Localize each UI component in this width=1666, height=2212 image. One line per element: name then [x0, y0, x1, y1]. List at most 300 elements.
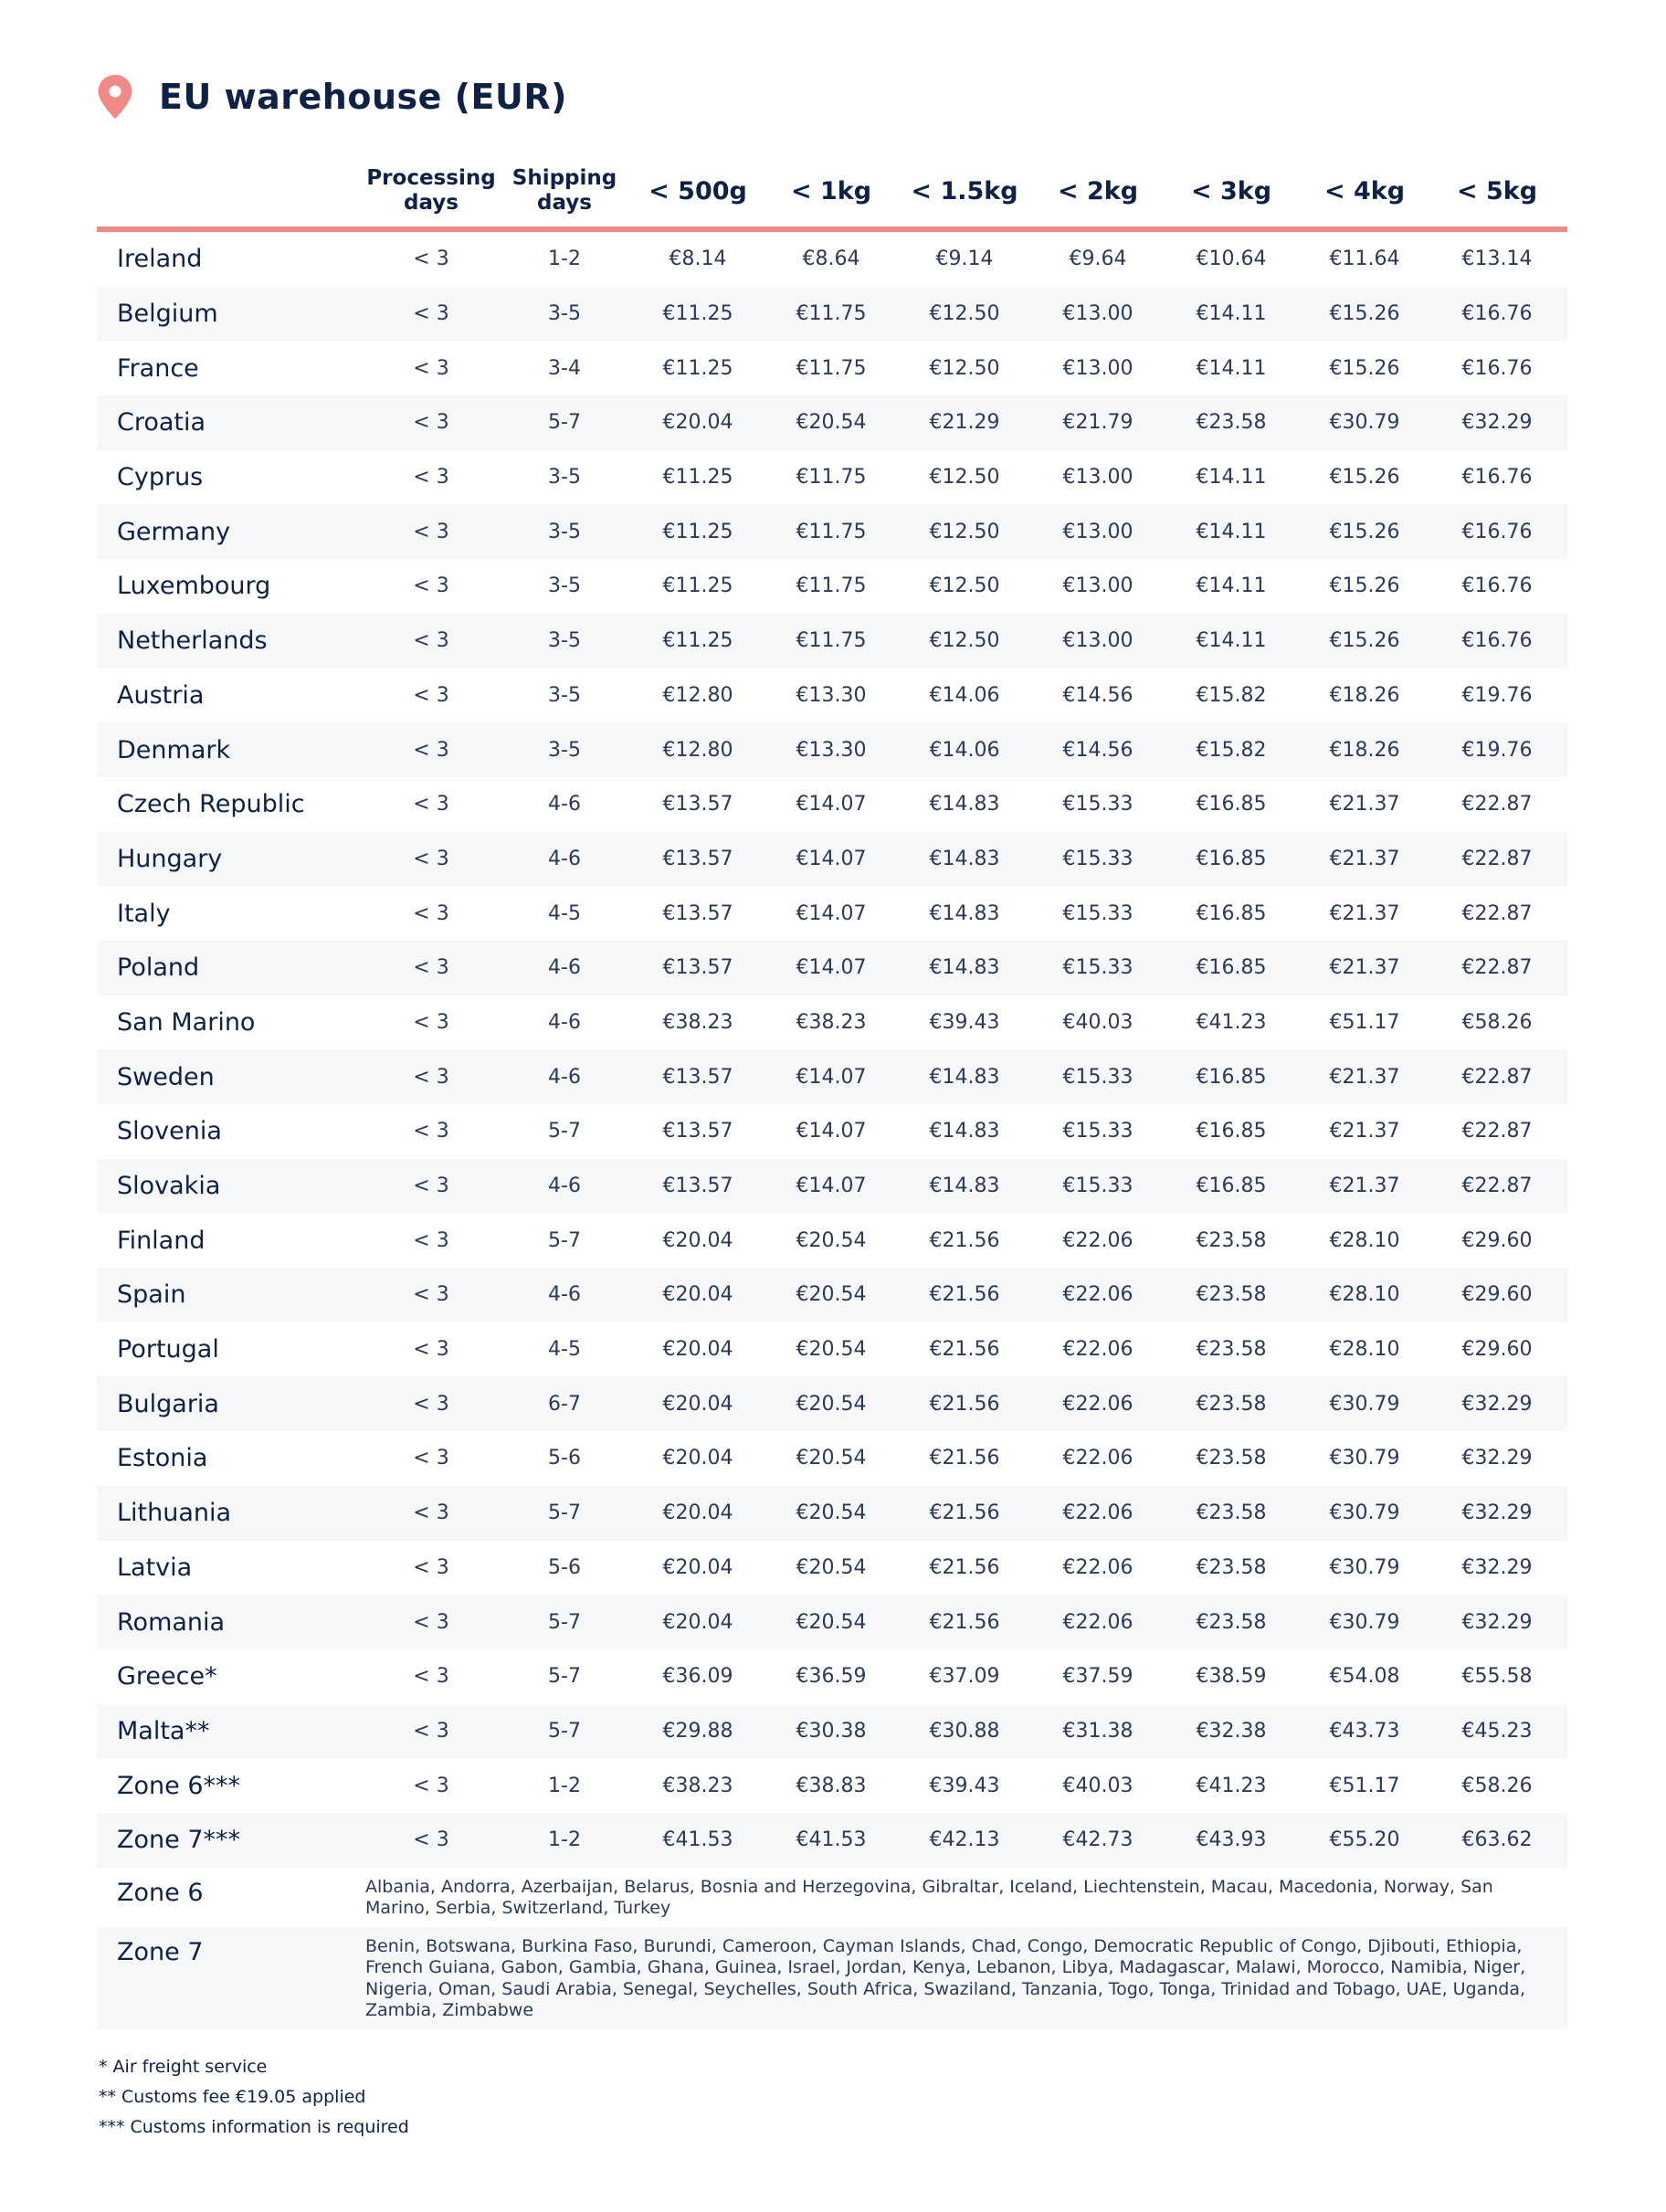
cell-shipping-days: 1-2 — [548, 1774, 581, 1797]
cell-under-4kg: €21.37 — [1329, 793, 1400, 816]
cell-under-5kg: €19.76 — [1461, 738, 1533, 762]
cell-under-1kg: €11.75 — [796, 302, 867, 326]
cell-processing-days: < 3 — [413, 574, 449, 598]
cell-under-1-5kg: €37.09 — [929, 1665, 1000, 1689]
table-row — [97, 1049, 1567, 1104]
cell-under-3kg: €23.58 — [1196, 1392, 1267, 1416]
cell-country: San Marino — [117, 1007, 256, 1037]
cell-under-500g: €41.53 — [662, 1828, 733, 1852]
cell-under-1kg: €36.59 — [796, 1665, 867, 1689]
cell-country: Luxembourg — [117, 572, 271, 601]
table-row — [97, 395, 1567, 450]
cell-under-3kg: €43.93 — [1196, 1828, 1267, 1852]
cell-under-2kg: €15.33 — [1062, 1174, 1134, 1198]
cell-under-2kg: €37.59 — [1062, 1665, 1134, 1689]
page-header — [97, 69, 567, 124]
cell-under-4kg: €30.79 — [1329, 1555, 1400, 1579]
cell-under-500g: €13.57 — [662, 1120, 733, 1143]
cell-under-1kg: €14.07 — [796, 956, 867, 980]
cell-under-3kg: €16.85 — [1196, 901, 1267, 925]
cell-country: Finland — [117, 1226, 206, 1255]
cell-under-500g: €11.25 — [662, 629, 733, 653]
cell-under-1-5kg: €14.83 — [929, 1174, 1000, 1198]
cell-under-1kg: €38.23 — [796, 1010, 867, 1034]
table-row — [97, 1213, 1567, 1268]
cell-shipping-days: 3-5 — [548, 683, 581, 707]
cell-processing-days: < 3 — [413, 1174, 449, 1198]
cell-under-1kg: €20.54 — [796, 1610, 867, 1634]
cell-under-4kg: €11.64 — [1329, 248, 1400, 271]
cell-country: Greece* — [117, 1662, 217, 1691]
cell-under-3kg: €14.11 — [1196, 520, 1267, 543]
cell-shipping-days: 4-5 — [548, 901, 581, 925]
cell-under-1-5kg: €12.50 — [929, 629, 1000, 653]
cell-shipping-days: 4-6 — [548, 793, 581, 816]
cell-under-2kg: €22.06 — [1062, 1338, 1134, 1362]
cell-under-3kg: €16.85 — [1196, 793, 1267, 816]
cell-processing-days: < 3 — [413, 1719, 449, 1743]
zone-country-list: Benin, Botswana, Burkina Faso, Burundi, Cameroon, Cayman Islands, Chad, Congo, Democratic Republic of Congo, Djibouti, Ethiopia, French Guiana, Gabon, Gambia, Ghana, Guinea, Israel, Jordan, Kenya, Lebanon, Libya, Madagascar, Malawi, Morocco, Namibia, Niger, Nigeria, Oman, Saudi Arabia, Senegal, Seychelles, South Africa, Swaziland, Tanzania, Togo, Tonga, Trinidad and Tobago, UAE, Uganda, Zambia, Zimbabwe — [365, 1935, 1526, 2021]
cell-under-1-5kg: €12.50 — [929, 520, 1000, 543]
cell-under-2kg: €40.03 — [1062, 1010, 1134, 1034]
cell-country: Croatia — [117, 408, 206, 437]
location-pin-icon — [97, 74, 133, 120]
cell-under-1kg: €41.53 — [796, 1828, 867, 1852]
table-row — [97, 1541, 1567, 1596]
cell-under-2kg: €9.64 — [1069, 248, 1127, 271]
cell-processing-days: < 3 — [413, 1665, 449, 1689]
cell-under-500g: €20.04 — [662, 1283, 733, 1307]
cell-under-1-5kg: €9.14 — [935, 248, 994, 271]
cell-under-500g: €20.04 — [662, 1447, 733, 1470]
cell-under-4kg: €51.17 — [1329, 1010, 1400, 1034]
cell-under-1-5kg: €21.56 — [929, 1501, 1000, 1525]
cell-under-1-5kg: €14.83 — [929, 1065, 1000, 1089]
cell-processing-days: < 3 — [413, 1392, 449, 1416]
cell-processing-days: < 3 — [413, 901, 449, 925]
cell-country: Estonia — [117, 1444, 208, 1473]
cell-processing-days: < 3 — [413, 738, 449, 762]
cell-country: Zone 6*** — [117, 1771, 240, 1800]
cell-under-1kg: €13.30 — [796, 738, 867, 762]
cell-under-500g: €20.04 — [662, 1338, 733, 1362]
cell-country: Bulgaria — [117, 1389, 219, 1418]
cell-country: Zone 7*** — [117, 1826, 240, 1855]
cell-under-1-5kg: €12.50 — [929, 466, 1000, 490]
cell-shipping-days: 3-5 — [548, 520, 581, 543]
cell-processing-days: < 3 — [413, 1774, 449, 1797]
cell-under-500g: €20.04 — [662, 1392, 733, 1416]
cell-under-5kg: €32.29 — [1461, 411, 1533, 435]
cell-under-4kg: €15.26 — [1329, 520, 1400, 543]
cell-under-500g: €20.04 — [662, 1228, 733, 1252]
cell-processing-days: < 3 — [413, 1501, 449, 1525]
cell-under-1kg: €20.54 — [796, 411, 867, 435]
cell-under-2kg: €13.00 — [1062, 574, 1134, 598]
cell-under-2kg: €13.00 — [1062, 466, 1134, 490]
cell-under-500g: €13.57 — [662, 901, 733, 925]
cell-under-1-5kg: €14.83 — [929, 1120, 1000, 1143]
cell-under-5kg: €55.58 — [1461, 1665, 1533, 1689]
cell-under-1-5kg: €14.06 — [929, 738, 1000, 762]
cell-under-3kg: €23.58 — [1196, 1501, 1267, 1525]
column-header-under-3kg: < 3kg — [1190, 176, 1272, 205]
cell-shipping-days: 5-6 — [548, 1555, 581, 1579]
cell-under-1-5kg: €21.56 — [929, 1228, 1000, 1252]
cell-country: Denmark — [117, 735, 231, 764]
cell-country: Ireland — [117, 245, 203, 274]
cell-under-5kg: €16.76 — [1461, 574, 1533, 598]
cell-under-2kg: €13.00 — [1062, 520, 1134, 543]
cell-shipping-days: 4-6 — [548, 1010, 581, 1034]
cell-under-5kg: €22.87 — [1461, 793, 1533, 816]
cell-under-500g: €20.04 — [662, 1501, 733, 1525]
cell-under-500g: €38.23 — [662, 1010, 733, 1034]
cell-under-500g: €12.80 — [662, 683, 733, 707]
cell-under-1kg: €20.54 — [796, 1447, 867, 1470]
cell-under-3kg: €23.58 — [1196, 1283, 1267, 1307]
cell-shipping-days: 3-5 — [548, 738, 581, 762]
zone-definitions — [97, 1868, 1567, 2029]
cell-processing-days: < 3 — [413, 847, 449, 870]
cell-under-2kg: €15.33 — [1062, 847, 1134, 870]
cell-shipping-days: 5-7 — [548, 1501, 581, 1525]
cell-under-4kg: €15.26 — [1329, 302, 1400, 326]
cell-under-1kg: €20.54 — [796, 1283, 867, 1307]
cell-processing-days: < 3 — [413, 956, 449, 980]
cell-under-1-5kg: €14.83 — [929, 956, 1000, 980]
cell-under-1-5kg: €21.56 — [929, 1392, 1000, 1416]
cell-country: Romania — [117, 1607, 226, 1637]
cell-under-500g: €29.88 — [662, 1719, 733, 1743]
cell-under-3kg: €16.85 — [1196, 1174, 1267, 1198]
cell-country: Hungary — [117, 844, 223, 873]
cell-country: France — [117, 353, 199, 383]
cell-shipping-days: 5-7 — [548, 411, 581, 435]
cell-under-5kg: €16.76 — [1461, 629, 1533, 653]
cell-processing-days: < 3 — [413, 1283, 449, 1307]
table-row — [97, 287, 1567, 342]
cell-shipping-days: 1-2 — [548, 1828, 581, 1852]
cell-under-3kg: €23.58 — [1196, 1447, 1267, 1470]
zone-row — [97, 1927, 1567, 2029]
cell-under-2kg: €15.33 — [1062, 901, 1134, 925]
table-row — [97, 1649, 1567, 1704]
cell-processing-days: < 3 — [413, 1065, 449, 1089]
cell-country: Germany — [117, 517, 231, 546]
cell-under-500g: €38.23 — [662, 1774, 733, 1797]
table-row — [97, 232, 1567, 287]
cell-country: Slovenia — [117, 1117, 222, 1146]
cell-under-1-5kg: €21.56 — [929, 1610, 1000, 1634]
cell-under-1kg: €20.54 — [796, 1392, 867, 1416]
cell-under-5kg: €32.29 — [1461, 1555, 1533, 1579]
cell-under-500g: €20.04 — [662, 411, 733, 435]
cell-shipping-days: 5-6 — [548, 1447, 581, 1470]
cell-under-3kg: €23.58 — [1196, 411, 1267, 435]
cell-under-3kg: €10.64 — [1196, 248, 1267, 271]
cell-under-5kg: €16.76 — [1461, 520, 1533, 543]
cell-under-1kg: €14.07 — [796, 1065, 867, 1089]
cell-under-2kg: €22.06 — [1062, 1392, 1134, 1416]
cell-under-5kg: €32.29 — [1461, 1501, 1533, 1525]
cell-under-2kg: €13.00 — [1062, 629, 1134, 653]
cell-under-500g: €36.09 — [662, 1665, 733, 1689]
cell-processing-days: < 3 — [413, 1555, 449, 1579]
cell-under-1kg: €8.64 — [802, 248, 860, 271]
cell-country: Lithuania — [117, 1499, 232, 1528]
cell-shipping-days: 4-6 — [548, 847, 581, 870]
cell-under-3kg: €32.38 — [1196, 1719, 1267, 1743]
cell-under-4kg: €51.17 — [1329, 1774, 1400, 1797]
table-row — [97, 1704, 1567, 1759]
cell-under-500g: €11.25 — [662, 356, 733, 380]
column-header-under-1kg: < 1kg — [790, 176, 872, 205]
cell-country: Austria — [117, 680, 205, 710]
cell-under-2kg: €22.06 — [1062, 1228, 1134, 1252]
column-header-under-2kg: < 2kg — [1057, 176, 1139, 205]
table-body — [97, 232, 1567, 1868]
cell-under-3kg: €16.85 — [1196, 1120, 1267, 1143]
cell-processing-days: < 3 — [413, 629, 449, 653]
cell-under-2kg: €22.06 — [1062, 1610, 1134, 1634]
column-header-under-1-5kg: < 1.5kg — [911, 176, 1018, 205]
cell-processing-days: < 3 — [413, 1228, 449, 1252]
cell-under-2kg: €22.06 — [1062, 1501, 1134, 1525]
cell-under-5kg: €58.26 — [1461, 1010, 1533, 1034]
cell-under-2kg: €14.56 — [1062, 683, 1134, 707]
cell-under-2kg: €22.06 — [1062, 1283, 1134, 1307]
cell-under-2kg: €13.00 — [1062, 302, 1134, 326]
table-row — [97, 504, 1567, 559]
cell-under-2kg: €22.06 — [1062, 1447, 1134, 1470]
page-title: EU warehouse (EUR) — [159, 77, 567, 117]
cell-under-3kg: €41.23 — [1196, 1010, 1267, 1034]
cell-under-1-5kg: €39.43 — [929, 1010, 1000, 1034]
cell-under-1kg: €14.07 — [796, 1174, 867, 1198]
column-header-processing-days: Processing days — [366, 166, 496, 215]
cell-shipping-days: 4-6 — [548, 956, 581, 980]
cell-processing-days: < 3 — [413, 1120, 449, 1143]
footnotes — [99, 2057, 409, 2147]
cell-processing-days: < 3 — [413, 1447, 449, 1470]
cell-under-4kg: €21.37 — [1329, 1065, 1400, 1089]
cell-under-2kg: €14.56 — [1062, 738, 1134, 762]
cell-under-5kg: €63.62 — [1461, 1828, 1533, 1852]
cell-under-4kg: €15.26 — [1329, 466, 1400, 490]
cell-under-5kg: €22.87 — [1461, 901, 1533, 925]
cell-country: Sweden — [117, 1062, 215, 1091]
cell-under-500g: €11.25 — [662, 302, 733, 326]
cell-under-3kg: €23.58 — [1196, 1555, 1267, 1579]
cell-country: Italy — [117, 899, 171, 928]
cell-under-500g: €13.57 — [662, 793, 733, 816]
cell-shipping-days: 3-5 — [548, 466, 581, 490]
column-header-under-500g: < 500g — [648, 176, 747, 205]
table-row — [97, 1268, 1567, 1322]
cell-under-1kg: €14.07 — [796, 901, 867, 925]
footnote: * Air freight service — [99, 2057, 268, 2077]
cell-under-4kg: €43.73 — [1329, 1719, 1400, 1743]
cell-under-2kg: €15.33 — [1062, 793, 1134, 816]
cell-under-3kg: €14.11 — [1196, 356, 1267, 380]
cell-shipping-days: 4-6 — [548, 1283, 581, 1307]
table-row — [97, 614, 1567, 669]
cell-under-5kg: €22.87 — [1461, 1120, 1533, 1143]
table-row — [97, 777, 1567, 832]
cell-under-2kg: €31.38 — [1062, 1719, 1134, 1743]
cell-under-4kg: €18.26 — [1329, 738, 1400, 762]
cell-under-3kg: €23.58 — [1196, 1610, 1267, 1634]
cell-under-5kg: €16.76 — [1461, 466, 1533, 490]
cell-under-1kg: €20.54 — [796, 1338, 867, 1362]
cell-shipping-days: 5-7 — [548, 1719, 581, 1743]
table-row — [97, 1813, 1567, 1868]
cell-under-1-5kg: €12.50 — [929, 356, 1000, 380]
cell-processing-days: < 3 — [413, 248, 449, 271]
footnote: *** Customs information is required — [99, 2117, 409, 2137]
table-row — [97, 1758, 1567, 1813]
cell-processing-days: < 3 — [413, 356, 449, 380]
column-header-shipping-days: Shipping days — [511, 166, 617, 215]
cell-under-1kg: €14.07 — [796, 1120, 867, 1143]
cell-country: Netherlands — [117, 627, 268, 656]
cell-shipping-days: 3-4 — [548, 356, 581, 380]
cell-under-1kg: €20.54 — [796, 1501, 867, 1525]
cell-shipping-days: 1-2 — [548, 248, 581, 271]
zone-name: Zone 6 — [117, 1878, 204, 1907]
cell-shipping-days: 3-5 — [548, 574, 581, 598]
cell-under-4kg: €30.79 — [1329, 411, 1400, 435]
cell-under-1-5kg: €21.56 — [929, 1447, 1000, 1470]
cell-under-5kg: €32.29 — [1461, 1447, 1533, 1470]
cell-shipping-days: 6-7 — [548, 1392, 581, 1416]
table-row — [97, 450, 1567, 505]
table-row — [97, 1322, 1567, 1377]
cell-under-500g: €12.80 — [662, 738, 733, 762]
cell-processing-days: < 3 — [413, 302, 449, 326]
cell-under-4kg: €21.37 — [1329, 847, 1400, 870]
cell-under-1kg: €11.75 — [796, 356, 867, 380]
cell-country: Cyprus — [117, 463, 204, 492]
cell-under-3kg: €15.82 — [1196, 738, 1267, 762]
cell-shipping-days: 4-6 — [548, 1174, 581, 1198]
table-row — [97, 886, 1567, 941]
cell-under-500g: €13.57 — [662, 1174, 733, 1198]
cell-under-4kg: €30.79 — [1329, 1610, 1400, 1634]
cell-under-4kg: €21.37 — [1329, 1120, 1400, 1143]
cell-under-1-5kg: €12.50 — [929, 574, 1000, 598]
column-header-under-5kg: < 5kg — [1456, 176, 1538, 205]
cell-under-1kg: €38.83 — [796, 1774, 867, 1797]
cell-under-3kg: €16.85 — [1196, 847, 1267, 870]
cell-under-5kg: €22.87 — [1461, 847, 1533, 870]
cell-under-3kg: €14.11 — [1196, 302, 1267, 326]
cell-under-2kg: €13.00 — [1062, 356, 1134, 380]
cell-under-5kg: €22.87 — [1461, 1065, 1533, 1089]
cell-under-1-5kg: €14.83 — [929, 793, 1000, 816]
cell-under-4kg: €30.79 — [1329, 1501, 1400, 1525]
cell-under-4kg: €28.10 — [1329, 1338, 1400, 1362]
cell-under-1kg: €11.75 — [796, 574, 867, 598]
cell-processing-days: < 3 — [413, 683, 449, 707]
table-row — [97, 1376, 1567, 1431]
cell-under-1kg: €14.07 — [796, 793, 867, 816]
cell-under-1kg: €13.30 — [796, 683, 867, 707]
cell-country: Slovakia — [117, 1172, 221, 1201]
cell-under-500g: €20.04 — [662, 1610, 733, 1634]
cell-under-4kg: €28.10 — [1329, 1228, 1400, 1252]
cell-under-1-5kg: €21.56 — [929, 1283, 1000, 1307]
cell-under-1kg: €14.07 — [796, 847, 867, 870]
table-row — [97, 1431, 1567, 1486]
cell-under-1-5kg: €42.13 — [929, 1828, 1000, 1852]
table-row — [97, 995, 1567, 1050]
cell-shipping-days: 3-5 — [548, 629, 581, 653]
table-row — [97, 941, 1567, 995]
cell-shipping-days: 5-7 — [548, 1610, 581, 1634]
cell-under-5kg: €13.14 — [1461, 248, 1533, 271]
cell-under-4kg: €18.26 — [1329, 683, 1400, 707]
cell-under-4kg: €28.10 — [1329, 1283, 1400, 1307]
cell-under-2kg: €40.03 — [1062, 1774, 1134, 1797]
cell-country: Spain — [117, 1280, 186, 1310]
cell-under-3kg: €23.58 — [1196, 1228, 1267, 1252]
cell-under-4kg: €55.20 — [1329, 1828, 1400, 1852]
cell-under-1-5kg: €21.29 — [929, 411, 1000, 435]
zone-name: Zone 7 — [117, 1937, 204, 1966]
cell-under-4kg: €15.26 — [1329, 574, 1400, 598]
cell-under-3kg: €14.11 — [1196, 466, 1267, 490]
cell-country: Belgium — [117, 300, 218, 329]
cell-shipping-days: 5-7 — [548, 1228, 581, 1252]
cell-under-4kg: €21.37 — [1329, 956, 1400, 980]
cell-under-3kg: €14.11 — [1196, 629, 1267, 653]
cell-under-500g: €13.57 — [662, 847, 733, 870]
cell-processing-days: < 3 — [413, 1828, 449, 1852]
cell-under-4kg: €15.26 — [1329, 629, 1400, 653]
cell-under-500g: €8.14 — [669, 248, 727, 271]
table-row — [97, 559, 1567, 614]
cell-under-5kg: €29.60 — [1461, 1338, 1533, 1362]
cell-processing-days: < 3 — [413, 1338, 449, 1362]
cell-under-4kg: €30.79 — [1329, 1392, 1400, 1416]
rates-table — [97, 155, 1567, 2029]
cell-under-4kg: €15.26 — [1329, 356, 1400, 380]
cell-under-2kg: €22.06 — [1062, 1555, 1134, 1579]
cell-under-1kg: €11.75 — [796, 629, 867, 653]
cell-under-1-5kg: €14.06 — [929, 683, 1000, 707]
cell-under-5kg: €16.76 — [1461, 356, 1533, 380]
table-row — [97, 1595, 1567, 1649]
cell-under-500g: €20.04 — [662, 1555, 733, 1579]
table-row — [97, 669, 1567, 723]
cell-under-1kg: €20.54 — [796, 1228, 867, 1252]
cell-under-1kg: €30.38 — [796, 1719, 867, 1743]
cell-processing-days: < 3 — [413, 1010, 449, 1034]
table-row — [97, 341, 1567, 395]
cell-under-3kg: €16.85 — [1196, 1065, 1267, 1089]
cell-processing-days: < 3 — [413, 466, 449, 490]
zone-row — [97, 1868, 1567, 1927]
cell-under-4kg: €54.08 — [1329, 1665, 1400, 1689]
cell-country: Portugal — [117, 1335, 219, 1364]
cell-processing-days: < 3 — [413, 520, 449, 543]
cell-under-1-5kg: €12.50 — [929, 302, 1000, 326]
cell-under-1-5kg: €30.88 — [929, 1719, 1000, 1743]
cell-under-2kg: €42.73 — [1062, 1828, 1134, 1852]
cell-under-5kg: €16.76 — [1461, 302, 1533, 326]
